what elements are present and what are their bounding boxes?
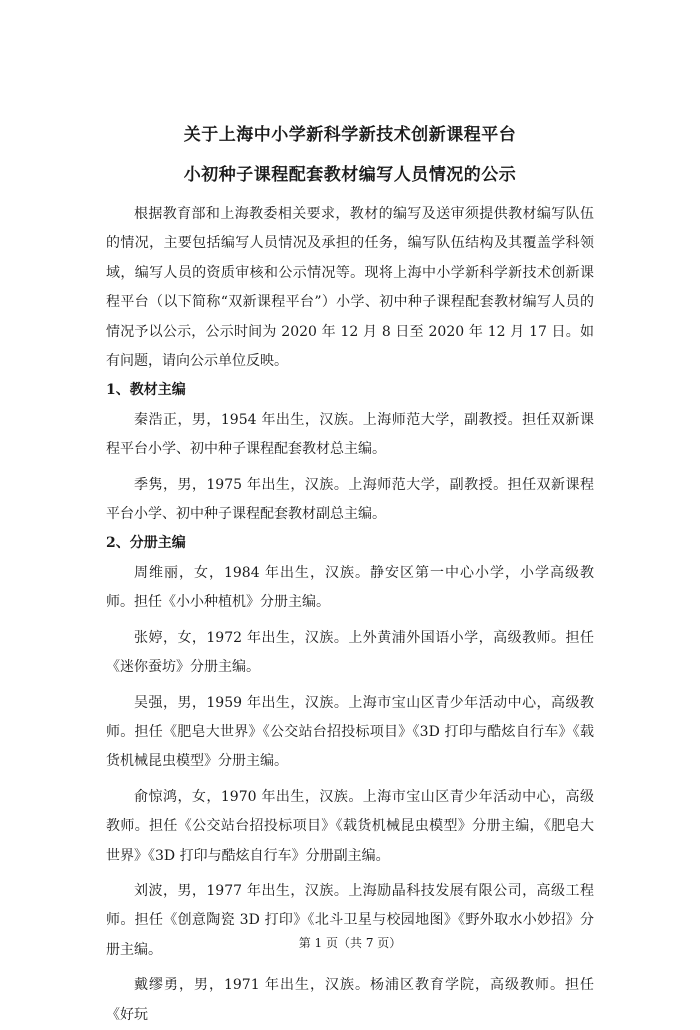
intro-paragraph: 根据教育部和上海教委相关要求，教材的编写及送审须提供教材编写队伍的情况，主要包括编写人员情况及承担的任务，编写队伍结构及其覆盖学科领域，编写人员的资质审核和公示情况等。现将上海中小学新科学新技术创新课程平台（以下简称“双新课程平台”）小学、初中种子课程配套教材编写人员的情况予以公示，公示时间为 2020 年 12 月 8 日至 2020 年 12 月 17 日。如有问题，请向公示单位反映。 (106, 206, 594, 370)
editor-entry: 吴强，男，1959 年出生，汉族。上海市宝山区青少年活动中心，高级教师。担任《肥皂大世界》《公交站台招投标项目》《3D 打印与酷炫自行车》《载货机械昆虫模型》分册主编。 (106, 694, 594, 770)
section-heading-volume-editors: 2、分册主编 (106, 535, 186, 552)
editor-entry: 张婷，女，1972 年出生，汉族。上外黄浦外国语小学，高级教师。担任《迷你蚕坊》分册主编。 (106, 629, 594, 676)
editor-entry: 周维丽，女，1984 年出生，汉族。静安区第一中心小学，小学高级教师。担任《小小种植机》分册主编。 (106, 564, 594, 611)
page-footer: 第 1 页（共 7 页） (298, 936, 402, 950)
editor-entry: 刘波，男，1977 年出生，汉族。上海励晶科技发展有限公司，高级工程师。担任《创意陶瓷 3D 打印》《北斗卫星与校园地图》《野外取水小妙招》分册主编。 (106, 882, 594, 958)
document-title-line2: 小初种子课程配套教材编写人员情况的公示 (183, 165, 517, 185)
editor-entry: 戴缪勇，男，1971 年出生，汉族。杨浦区教育学院，高级教师。担任《好玩 (106, 977, 594, 1023)
editor-entry: 俞惊鸿，女，1970 年出生，汉族。上海市宝山区青少年活动中心，高级教师。担任《公交站台招投标项目》《载货机械昆虫模型》分册主编，《肥皂大世界》《3D 打印与酷炫自行车》分册副主编。 (106, 788, 594, 864)
editor-entry: 季隽，男，1975 年出生，汉族。上海师范大学，副教授。担任双新课程平台小学、初中种子课程配套教材副总主编。 (106, 476, 594, 523)
document-body (106, 200, 594, 1030)
section-heading-chief-editors: 1、教材主编 (106, 382, 186, 399)
document-title-line1: 关于上海中小学新科学新技术创新课程平台 (183, 125, 517, 145)
editor-entry: 秦浩正，男，1954 年出生，汉族。上海师范大学，副教授。担任双新课程平台小学、初中种子课程配套教材总主编。 (106, 411, 594, 458)
